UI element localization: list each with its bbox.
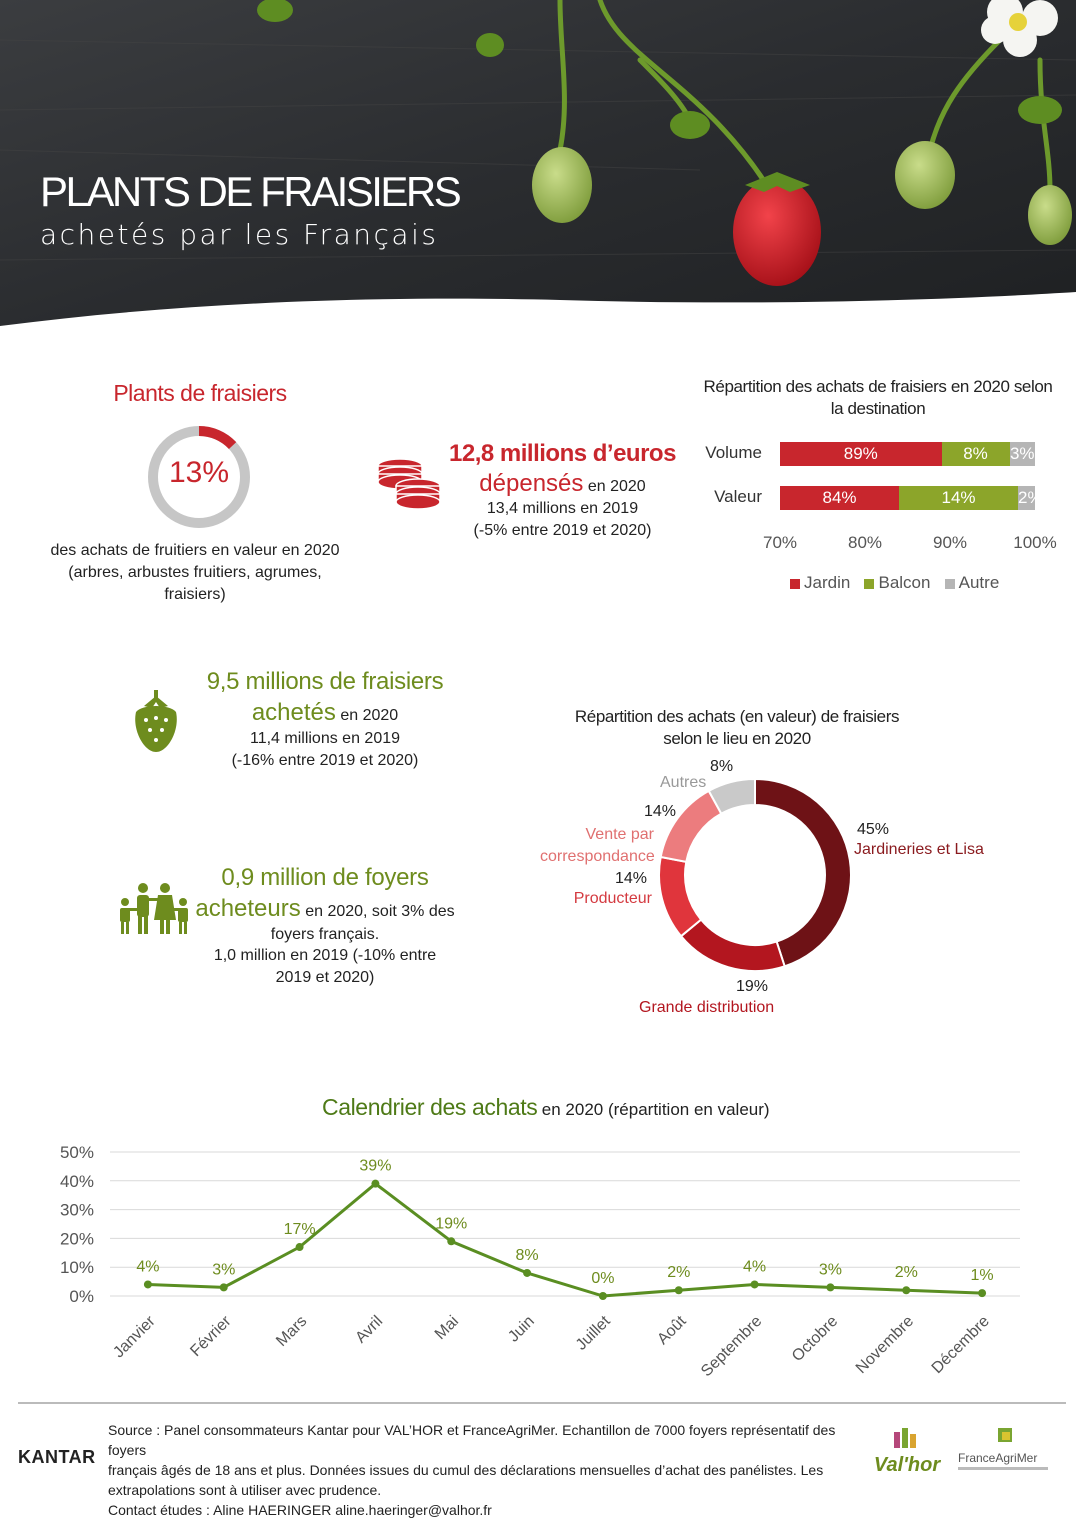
source-line-2: français âgés de 18 ans et plus. Données issues du cumul des déclarations mensuelles d’achat des panélistes. Les [108, 1462, 824, 1478]
line-data-label: 4% [136, 1258, 160, 1276]
legend-label-autre: Autre [958, 573, 1000, 592]
donut-value-producteur: 14% [615, 870, 648, 887]
franceagrimer-baseline [958, 1467, 1048, 1470]
line-xtick: Mai [431, 1312, 463, 1344]
line-data-label: 39% [359, 1157, 392, 1175]
line-ytick: 10% [59, 1258, 94, 1278]
bar-legend [790, 573, 999, 593]
households-line4: 2019 et 2020) [275, 969, 375, 986]
legend-swatch-jardin [790, 579, 800, 589]
donut-chart [650, 770, 860, 980]
bar-balcon-volume: 8% [942, 442, 1010, 466]
bar-balcon-valeur: 14% [899, 486, 1018, 510]
line-point [144, 1280, 152, 1288]
plants-headline: 9,5 millions de fraisiers [206, 668, 444, 695]
line-xtick: Août [654, 1312, 690, 1349]
plants-headline2: achetés [251, 699, 336, 726]
bar-autre-volume: 3% [1010, 442, 1036, 466]
spend-headline-line2 [440, 470, 685, 498]
donut-slice-producteur [659, 857, 701, 936]
valhor-wordmark: Val'hor [873, 1454, 941, 1476]
line-data-label: 2% [667, 1264, 691, 1282]
share-title: Plants de fraisiers [113, 380, 287, 406]
strawberry-icon [130, 690, 182, 754]
line-xtick: Juillet [572, 1312, 614, 1354]
line-data-label: 19% [435, 1215, 468, 1233]
line-xtick: Septembre [698, 1312, 766, 1381]
households-headline2: acheteurs [195, 895, 301, 922]
bar-jardin-valeur: 84% [780, 486, 899, 510]
line-xtick: Décembre [928, 1312, 993, 1378]
line-point [826, 1283, 834, 1291]
line-point [220, 1283, 228, 1291]
line-chart-title-suffix: en 2020 (répartition en valeur) [541, 1100, 770, 1119]
family-icon [116, 882, 192, 936]
bar-jardin-volume: 89% [780, 442, 942, 466]
plants-line3: (-16% entre 2019 et 2020) [231, 752, 419, 769]
legend-label-balcon: Balcon [878, 573, 931, 592]
donut-label-jardineries: Jardineries et Lisa [854, 841, 984, 858]
donut-label-producteur: Producteur [573, 890, 652, 907]
bar-category-valeur: Valeur [714, 487, 762, 506]
spend-line3: (-5% entre 2019 et 2020) [473, 522, 652, 539]
line-data-label: 8% [515, 1246, 539, 1264]
line-point [902, 1286, 910, 1294]
line-data-label: 3% [212, 1261, 236, 1279]
legend-swatch-balcon [864, 579, 874, 589]
line-xtick: Avril [352, 1312, 387, 1347]
line-ytick: 20% [59, 1229, 94, 1249]
donut-label-grande-distribution: Grande distribution [639, 999, 775, 1016]
source-line-3: extrapolations sont à utiliser avec prudence. [108, 1482, 382, 1498]
line-xtick: Juin [505, 1312, 538, 1346]
line-xtick: Février [187, 1312, 235, 1361]
source-line-1: Source : Panel consommateurs Kantar pour VAL’HOR et FranceAgriMer. Echantillon de 7000 foyers représentatif des foyers [108, 1422, 836, 1458]
line-chart-title-row [322, 1094, 822, 1121]
donut-value-vpc: 14% [644, 803, 677, 820]
donut-label-autres: Autres [660, 774, 707, 791]
line-point [371, 1180, 379, 1188]
donut-value-jardineries: 45% [857, 821, 890, 838]
line-data-label: 2% [894, 1264, 918, 1282]
plants-suffix: en 2020 [340, 707, 399, 724]
line-series [148, 1184, 982, 1296]
coins-icon [376, 452, 444, 512]
share-caption: des achats de fruitiers en valeur en 2020 (arbres, arbustes fruitiers, agrumes, fraisiers) [50, 542, 340, 603]
line-xtick: Octobre [788, 1312, 842, 1366]
line-data-label: 4% [743, 1258, 767, 1276]
line-point [978, 1289, 986, 1297]
households-suffix: en 2020, soit 3% des [305, 903, 455, 920]
households-line2: foyers français. [270, 926, 380, 943]
footer-divider [18, 1402, 1066, 1404]
franceagrimer-logo [958, 1426, 1058, 1470]
line-data-label: 0% [591, 1270, 615, 1287]
line-ytick: 50% [59, 1143, 94, 1162]
donut-value-autres: 8% [710, 758, 734, 775]
line-data-label: 1% [970, 1267, 994, 1285]
line-point [751, 1280, 759, 1288]
valhor-logo [872, 1428, 942, 1475]
donut-value-grande-distribution: 19% [736, 978, 769, 995]
bar-xtick: 90% [932, 533, 968, 552]
line-xtick: Janvier [110, 1312, 159, 1362]
line-point [523, 1269, 531, 1277]
franceagrimer-wordmark: FranceAgriMer [958, 1451, 1038, 1465]
line-point [447, 1237, 455, 1245]
donut-slice-vente-par-correspondance [661, 791, 722, 862]
legend-item-jardin [790, 573, 850, 592]
spend-headline: 12,8 millions d’euros [449, 440, 676, 467]
legend-label-jardin: Jardin [804, 573, 851, 592]
households-headline: 0,9 million de foyers [221, 864, 429, 891]
donut-label-vpc: Vente par correspondance [540, 826, 655, 865]
line-point [675, 1286, 683, 1294]
line-xtick: Mars [273, 1312, 311, 1350]
line-data-label: 3% [818, 1261, 842, 1279]
footer-source [108, 1420, 868, 1520]
bar-chart-title: Répartition des achats de fraisiers en 2020 selon la destination [703, 377, 1053, 418]
donut-slice-grande-distribution [681, 920, 785, 971]
contact-line: Contact études : Aline HAERINGER aline.haeringer@valhor.fr [108, 1502, 492, 1518]
bar-xtick: 100% [1013, 533, 1057, 552]
line-point [296, 1243, 304, 1251]
line-ytick: 30% [59, 1200, 94, 1220]
line-ytick: 0% [69, 1287, 94, 1306]
spend-line2: 13,4 millions en 2019 [486, 500, 639, 517]
line-ytick: 40% [59, 1171, 94, 1191]
legend-swatch-autre [945, 579, 955, 589]
kantar-logo: KANTAR [18, 1447, 96, 1467]
donut-chart-title: Répartition des achats (en valeur) de fraisiers selon le lieu en 2020 [574, 707, 900, 748]
legend-item-balcon [864, 573, 930, 592]
bar-xtick: 70% [762, 533, 798, 552]
bar-category-volume: Volume [705, 443, 762, 462]
line-data-label: 17% [283, 1221, 316, 1239]
spend-headline2: dépensés [479, 470, 584, 497]
line-point [599, 1292, 607, 1300]
bar-xtick: 80% [847, 533, 883, 552]
share-value: 13% [168, 456, 230, 489]
line-xtick: Novembre [852, 1312, 918, 1378]
line-chart-title: Calendrier des achats [322, 1094, 538, 1120]
donut-slice-jardineries-et-lisa [755, 779, 851, 966]
legend-item-autre [945, 573, 1000, 592]
spend-suffix: en 2020 [587, 478, 646, 495]
bar-autre-valeur: 2% [1018, 486, 1035, 510]
line-chart [0, 1130, 1076, 1390]
page-title: PLANTS DE FRAISIERS [40, 168, 460, 215]
page-subtitle: achetés par les Français [40, 218, 439, 251]
households-line3: 1,0 million en 2019 (-10% entre [213, 947, 437, 964]
households-headline-line2 [190, 895, 460, 923]
plants-headline-line2 [195, 699, 455, 727]
plants-line2: 11,4 millions en 2019 [249, 730, 401, 747]
franceagrimer-emblem-icon [994, 1426, 1018, 1446]
valhor-emblem-icon [892, 1428, 922, 1450]
